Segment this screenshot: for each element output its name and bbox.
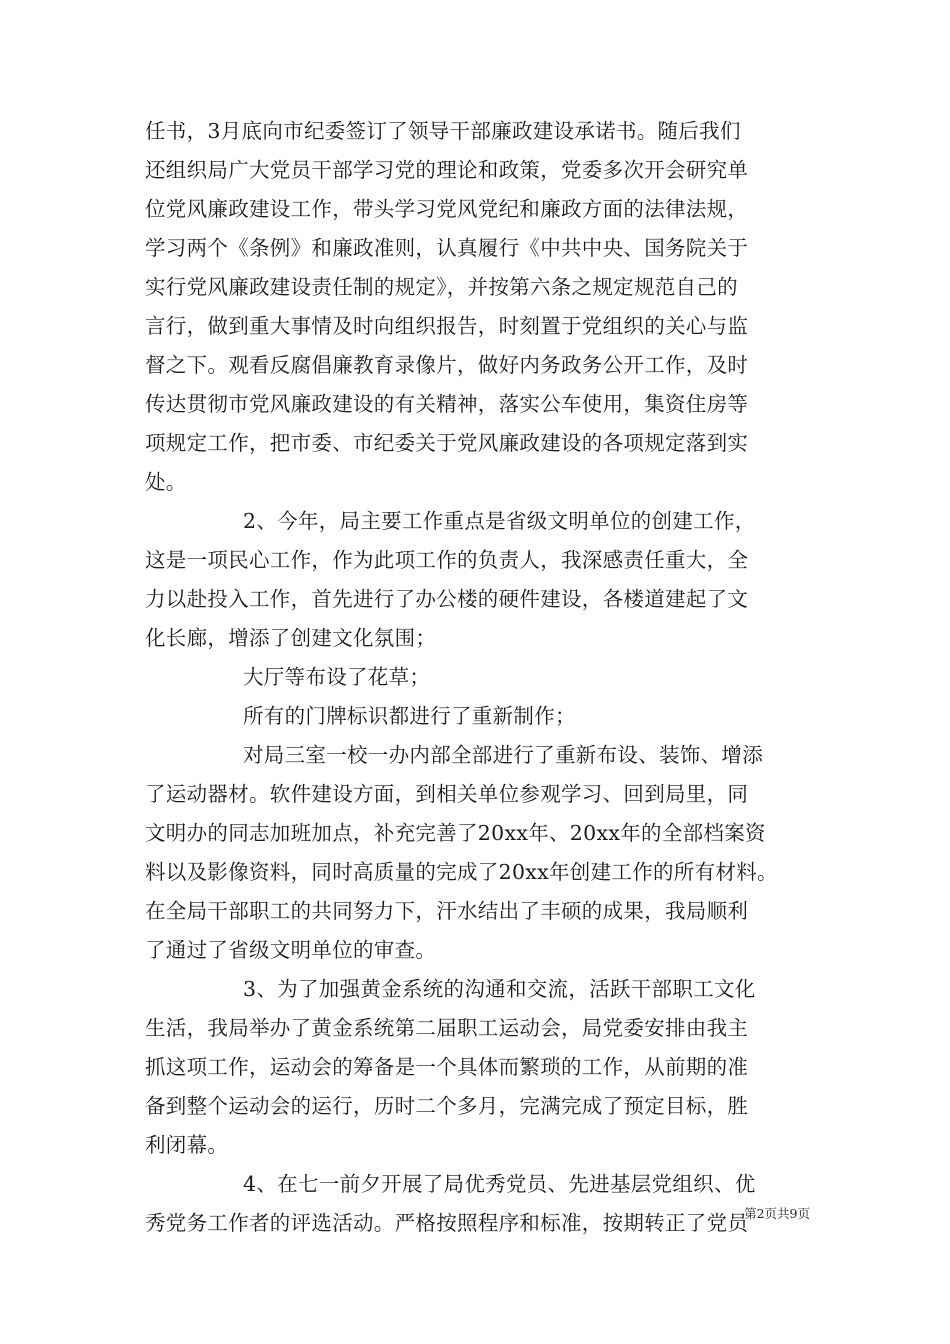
paragraph-start-line: 大厅等布设了花草； [243,665,431,689]
text-line: 备到整个运动会的运行，历时二个多月，完满完成了预定目标，胜 [145,1094,749,1118]
paragraph-start-line: 3、为了加强黄金系统的沟通和交流，活跃干部职工文化 [243,977,756,1001]
document-body [145,112,835,1243]
text-line: 督之下。观看反腐倡廉教育录像片，做好内务政务公开工作，及时 [145,353,749,377]
text-line: 项规定工作，把市委、市纪委关于党风廉政建设的各项规定落到实 [145,431,749,455]
text-line: 抓这项工作，运动会的筹备是一个具体而繁琐的工作，从前期的准 [145,1055,749,1079]
text-line: 还组织局广大党员干部学习党的理论和政策，党委多次开会研究单 [145,158,749,182]
paragraph-start-line: 对局三室一校一办内部全部进行了重新布设、装饰、增添 [243,743,763,767]
text-line: 秀党务工作者的评选活动。严格按照程序和标准，按期转正了党员 [145,1211,749,1235]
text-line: 言行，做到重大事情及时向组织报告，时刻置于党组织的关心与监 [145,314,749,338]
text-line: 这是一项民心工作，作为此项工作的负责人，我深感责任重大，全 [145,548,749,572]
paragraph-start-line: 所有的门牌标识都进行了重新制作； [243,704,576,728]
paragraph-start-line: 2、今年，局主要工作重点是省级文明单位的创建工作， [243,509,756,533]
text-line: 了通过了省级文明单位的审查。 [145,938,437,962]
text-line: 料以及影像资料，同时高质量的完成了20xx年创建工作的所有材料。 [145,860,778,884]
text-line: 实行党风廉政建设责任制的规定》，并按第六条之规定规范自己的 [145,275,738,299]
text-line: 力以赴投入工作，首先进行了办公楼的硬件建设，各楼道建起了文 [145,587,749,611]
text-line: 在全局干部职工的共同努力下，汗水结出了丰硕的成果，我局顺利 [145,899,749,923]
text-line: 任书，3月底向市纪委签订了领导干部廉政建设承诺书。随后我们 [145,119,741,143]
text-line: 生活，我局举办了黄金系统第二届职工运动会，局党委安排由我主 [145,1016,749,1040]
text-line: 位党风廉政建设工作，带头学习党风党纪和廉政方面的法律法规， [145,197,749,221]
text-line: 了运动器材。软件建设方面，到相关单位参观学习、回到局里，同 [145,782,749,806]
text-line: 利闭幕。 [145,1133,229,1157]
text-line: 传达贯彻市党风廉政建设的有关精神，落实公车使用，集资住房等 [145,392,749,416]
text-line: 处。 [145,470,187,494]
text-line: 学习两个《条例》和廉政准则，认真履行《中共中央、国务院关于 [145,236,749,260]
text-line: 化长廊，增添了创建文化氛围； [145,626,437,650]
text-line: 文明办的同志加班加点，补充完善了20xx年、20xx年的全部档案资 [145,821,766,845]
page-number-footer: 第2页共9页 [744,1206,810,1221]
paragraph-start-line: 4、在七一前夕开展了局优秀党员、先进基层党组织、优 [243,1172,756,1196]
